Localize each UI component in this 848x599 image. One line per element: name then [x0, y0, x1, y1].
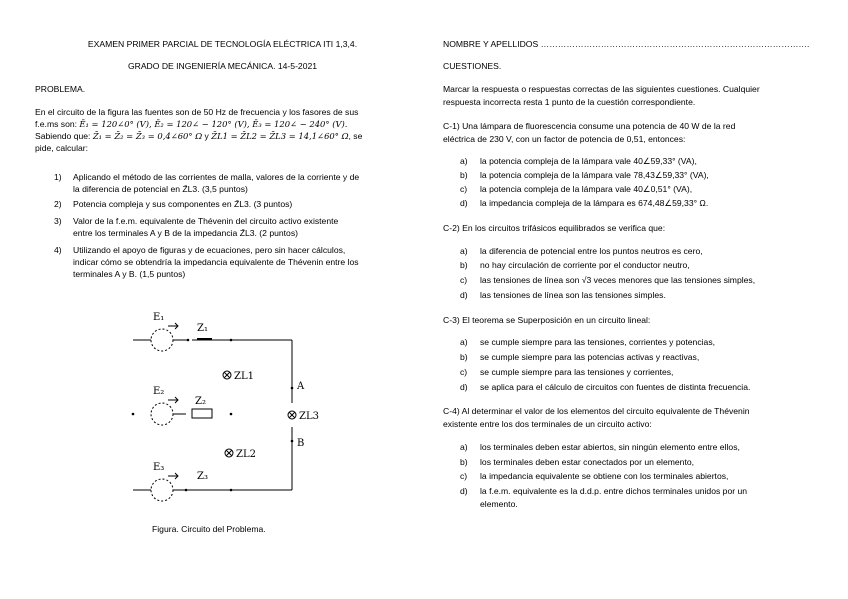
option-text: las tensiones de línea son √3 veces menores que las tensiones simples, — [480, 275, 756, 285]
intro-text: y — [202, 131, 212, 141]
label-z3: Z₃ — [197, 471, 208, 482]
label-e1: E₁ — [153, 312, 165, 323]
question-c4-line1: C-4) Al determinar el valor de los elementos del circuito equivalente de Thévenin — [443, 406, 750, 416]
label-e3: E₃ — [153, 462, 165, 473]
option-text-continued: elemento. — [480, 499, 518, 509]
task-number: 3) — [54, 216, 62, 226]
task-text: Potencia compleja y sus componentes en Z̄L3. (3 puntos) — [73, 199, 293, 209]
task-text: Utilizando el apoyo de figuras y de ecuaciones, pero sin hacer cálculos, — [73, 245, 346, 255]
option-text: los terminales deben estar conectados por un elemento, — [480, 457, 695, 467]
label-terminal-b: B — [297, 438, 305, 449]
option-c1-a — [443, 155, 816, 167]
option-letter: d) — [460, 198, 468, 208]
option-text: se aplica para el cálculo de circuitos con fuentes de distinta frecuencia. — [480, 382, 751, 392]
option-c3-b — [443, 351, 816, 363]
option-letter: d) — [460, 290, 468, 300]
option-text: las tensiones de línea son las tensiones simples. — [480, 290, 666, 300]
source-e1-symbol — [151, 329, 173, 351]
task-text: Valor de la f.e.m. equivalente de Thévenin del circuito activo existente — [73, 216, 339, 226]
problem-intro-line4: pide, calcular: — [35, 143, 89, 153]
option-text: los terminales deben estar abiertos, sin ningún elemento entre ellos, — [480, 442, 740, 452]
option-letter: a) — [460, 337, 468, 347]
option-text: se cumple siempre para las tensiones y corrientes, — [480, 367, 674, 377]
name-field: NOMBRE Y APELLIDOS …………………………………………………………………………………. — [443, 39, 810, 49]
option-c1-d — [443, 197, 816, 209]
option-c3-a — [443, 336, 816, 348]
option-c4-b — [443, 456, 816, 468]
task-text: Aplicando el método de las corrientes de malla, valores de la corriente y de — [73, 172, 360, 182]
question-c2-line1: C-2) En los circuitos trifásicos equilibrados se verifica que: — [443, 223, 666, 233]
option-c3-c — [443, 366, 816, 378]
option-letter: d) — [460, 486, 468, 496]
label-zl1: ZL1 — [234, 371, 254, 382]
task-text: indicar cómo se obtendría la impedancia equivalente de Thévenin entre los — [73, 257, 359, 267]
task-text: terminales A y B. (1,5 puntos) — [73, 269, 186, 279]
figure-caption: Figura. Circuito del Problema. — [152, 524, 266, 534]
option-text: la diferencia de potencial entre los puntos neutros es cero, — [480, 246, 703, 256]
problem-intro-line1: En el circuito de la figura las fuentes son de 50 Hz de frecuencia y los fasores de sus — [35, 107, 359, 117]
source-e2-symbol — [151, 403, 173, 425]
source-e3-symbol — [151, 479, 173, 501]
exam-header-degree: GRADO DE INGENIERÍA MECÁNICA. 14-5-2021 — [127, 61, 318, 71]
task-number: 4) — [54, 245, 62, 255]
option-c1-c — [443, 183, 816, 195]
questions-title: CUESTIONES. — [443, 61, 502, 71]
problem-title: PROBLEMA. — [35, 84, 86, 94]
option-c3-d — [443, 381, 816, 393]
option-letter: a) — [460, 442, 468, 452]
option-text: se cumple siempre para las potencias activas y reactivas, — [480, 352, 700, 362]
load-impedance-equation: Z̄L1 = Z̄L2 = Z̄L3 = 14,1∠60° Ω — [211, 131, 349, 141]
option-letter: b) — [460, 260, 468, 270]
option-letter: c) — [460, 184, 468, 194]
intro-text: Sabiendo que: — [35, 131, 93, 141]
task-number: 2) — [54, 199, 62, 209]
option-c2-c — [443, 274, 816, 286]
impedance-z2-symbol — [192, 409, 212, 418]
task-text: entre los terminales A y B de la impedancia Z̄L3. (2 puntos) — [73, 228, 298, 238]
option-text: la impedancia equivalente se obtiene con los terminales abiertos, — [480, 471, 729, 481]
label-e2: E₂ — [153, 386, 165, 397]
option-letter: d) — [460, 382, 468, 392]
option-c4-d — [443, 485, 816, 511]
option-letter: c) — [460, 275, 468, 285]
option-letter: a) — [460, 246, 468, 256]
exam-header-title: EXAMEN PRIMER PARCIAL DE TECNOLOGÍA ELÉCTRICA ITI 1,3,4. — [87, 39, 358, 49]
option-letter: b) — [460, 170, 468, 180]
option-text: la impedancia compleja de la lámpara es 674,48∠59,33° Ω. — [480, 198, 709, 208]
instructions-line1: Marcar la respuesta o respuestas correctas de las siguientes cuestiones. Cualquier — [443, 84, 760, 94]
option-letter: b) — [460, 352, 468, 362]
option-letter: c) — [460, 367, 468, 377]
option-c2-d — [443, 289, 816, 301]
option-c4-a — [443, 441, 816, 453]
intro-text: , se — [348, 131, 363, 141]
question-c1-line1: C-1) Una lámpara de fluorescencia consume una potencia de 40 W de la red — [443, 121, 736, 131]
label-zl3: ZL3 — [299, 411, 319, 422]
option-c2-a — [443, 245, 816, 257]
option-letter: b) — [460, 457, 468, 467]
option-letter: c) — [460, 471, 468, 481]
option-c2-b — [443, 259, 816, 271]
option-c1-b — [443, 169, 816, 181]
sources-equation: Ē₁ = 120∠0° (V), Ē₂ = 120∠ − 120° (V), Ē₃ = 120∠ − 240° (V). — [79, 119, 348, 129]
option-text: se cumple siempre para las tensiones, corrientes y potencias, — [480, 337, 716, 347]
intro-text: f.e.ms son: — [35, 119, 80, 129]
option-text: la f.e.m. equivalente es la d.d.p. entre dichos terminales unidos por un — [480, 486, 748, 496]
impedance-equation: Z̄₁ = Z̄₂ = Z̄₃ = 0,4∠60° Ω — [92, 131, 203, 141]
question-c3-line1: C-3) El teorema se Superposición en un circuito lineal: — [443, 315, 651, 325]
task-text: la diferencia de potencial en Z̄L3. (3,5 puntos) — [73, 184, 248, 194]
task-number: 1) — [54, 172, 62, 182]
option-c4-c — [443, 470, 816, 482]
question-c4-line2: existente entre los dos terminales de un circuito activo: — [443, 419, 652, 429]
option-text: la potencia compleja de la lámpara vale 78,43∠59,33° (VA), — [480, 170, 709, 180]
instructions-line2: respuesta incorrecta resta 1 punto de la cuestión correspondiente. — [443, 97, 696, 107]
option-text: la potencia compleja de la lámpara vale 40∠0,51° (VA), — [480, 184, 693, 194]
option-text: no hay circulación de corriente por el conductor neutro, — [480, 260, 690, 270]
label-z2: Z₂ — [195, 396, 206, 407]
question-c1-line2: eléctrica de 230 V, con un factor de potencia de 0,51, entonces: — [443, 134, 686, 144]
option-letter: a) — [460, 156, 468, 166]
option-text: la potencia compleja de la lámpara vale 40∠59,33° (VA), — [480, 156, 697, 166]
label-z1: Z₁ — [197, 323, 208, 334]
label-terminal-a: A — [297, 381, 305, 392]
label-zl2: ZL2 — [236, 449, 256, 460]
